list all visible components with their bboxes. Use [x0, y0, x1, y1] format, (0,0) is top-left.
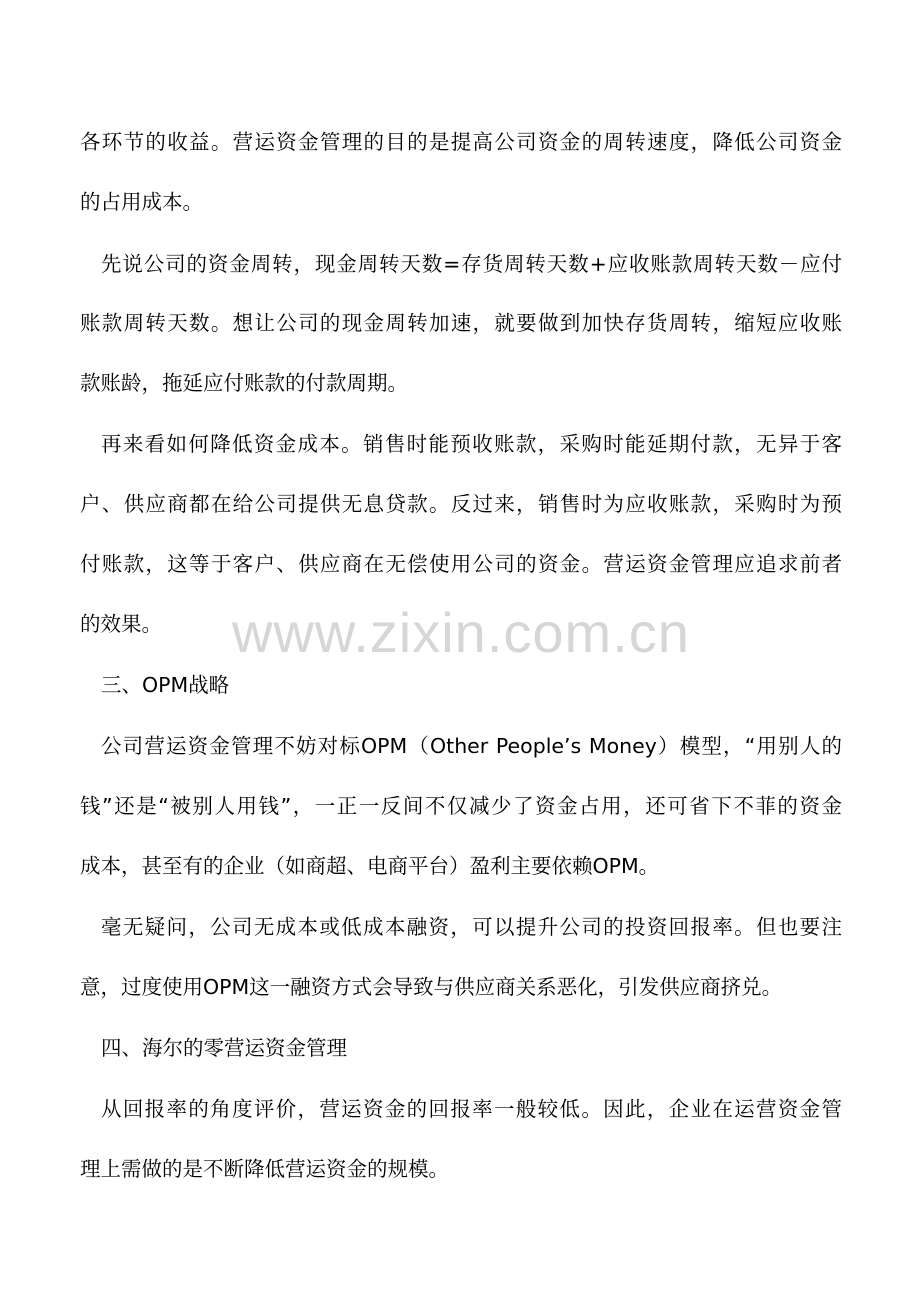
paragraph-line: 款账龄，拖延应付账款的付款周期。: [80, 371, 408, 395]
section-heading-opm: 三、OPM战略: [101, 673, 230, 697]
paragraph-line: 账款周转天数。想让公司的现金周转加速，就要做到加快存货周转，缩短应收账: [80, 311, 842, 335]
paragraph-line: 的占用成本。: [80, 190, 203, 214]
paragraph-line: 户、供应商都在给公司提供无息贷款。反过来，销售时为应收账款，采购时为预: [80, 492, 842, 516]
paragraph-line: 毫无疑问，公司无成本或低成本融资，可以提升公司的投资回报率。但也要注: [101, 915, 842, 939]
paragraph-line: 再来看如何降低资金成本。销售时能预收账款，采购时能延期付款，无异于客: [101, 432, 842, 456]
watermark: www.zixin.com.cn: [232, 601, 690, 664]
paragraph-line: 从回报率的角度评价，营运资金的回报率一般较低。因此，企业在运营资金管: [101, 1097, 842, 1121]
paragraph-line: 意，过度使用OPM这一融资方式会导致与供应商关系恶化，引发供应商挤兑。: [80, 975, 783, 999]
paragraph-line: 钱”还是“被别人用钱”，一正一反间不仅减少了资金占用，还可省下不菲的资金: [80, 794, 842, 818]
paragraph-line: 各环节的收益。营运资金管理的目的是提高公司资金的周转速度，降低公司资金: [80, 130, 842, 154]
paragraph-line: 的效果。: [80, 612, 162, 636]
paragraph-line: 理上需做的是不断降低营运资金的规模。: [80, 1157, 449, 1181]
paragraph-line: 公司营运资金管理不妨对标OPM（Other People’s Money）模型，“用别人的: [101, 734, 842, 758]
paragraph-line: 付账款，这等于客户、供应商在无偿使用公司的资金。营运资金管理应追求前者: [80, 552, 842, 576]
section-heading-haier: 四、海尔的零营运资金管理: [101, 1036, 347, 1060]
paragraph-line: 先说公司的资金周转，现金周转天数=存货周转天数+应收账款周转天数－应付: [101, 252, 842, 276]
paragraph-line: 成本，甚至有的企业（如商超、电商平台）盈利主要依赖OPM。: [80, 854, 660, 878]
